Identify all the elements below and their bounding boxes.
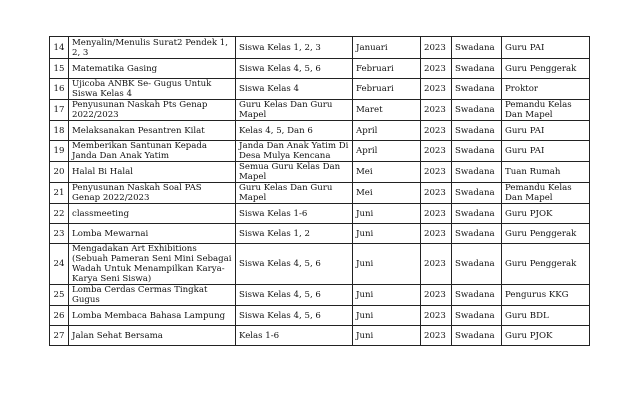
table-row — [50, 79, 590, 100]
row-number-cell: 16 — [50, 79, 69, 100]
funding-source-cell: Swadana — [452, 244, 502, 285]
month-cell: Juni — [353, 306, 421, 326]
person-in-charge-cell: Guru PAI — [502, 141, 590, 162]
table-row — [50, 224, 590, 244]
activity-name-cell: classmeeting — [69, 204, 236, 224]
activity-name-cell: Melaksanakan Pesantren Kilat — [69, 121, 236, 141]
month-cell: Juni — [353, 224, 421, 244]
funding-source-cell: Swadana — [452, 121, 502, 141]
person-in-charge-cell: Guru PAI — [502, 37, 590, 59]
row-number-cell: 23 — [50, 224, 69, 244]
table-row — [50, 204, 590, 224]
target-participants-cell: Janda Dan Anak Yatim Di Desa Mulya Kencana — [236, 141, 353, 162]
year-cell: 2023 — [421, 326, 452, 346]
year-cell: 2023 — [421, 224, 452, 244]
month-cell: Juni — [353, 285, 421, 306]
activity-name-cell: Ujicoba ANBK Se- Gugus Untuk Siswa Kelas 4 — [69, 79, 236, 100]
person-in-charge-cell: Guru PJOK — [502, 326, 590, 346]
activity-name-cell: Memberikan Santunan Kepada Janda Dan Anak Yatim — [69, 141, 236, 162]
row-number-cell: 18 — [50, 121, 69, 141]
activity-name-cell: Menyalin/Menulis Surat2 Pendek 1, 2, 3 — [69, 37, 236, 59]
activity-name-cell: Penyusunan Naskah Pts Genap 2022/2023 — [69, 100, 236, 121]
year-cell: 2023 — [421, 121, 452, 141]
year-cell: 2023 — [421, 100, 452, 121]
table-row — [50, 37, 590, 59]
year-cell: 2023 — [421, 204, 452, 224]
row-number-cell: 19 — [50, 141, 69, 162]
month-cell: Mei — [353, 162, 421, 183]
year-cell: 2023 — [421, 183, 452, 204]
table-row — [50, 162, 590, 183]
table-row — [50, 183, 590, 204]
target-participants-cell: Siswa Kelas 4, 5, 6 — [236, 306, 353, 326]
month-cell: April — [353, 141, 421, 162]
target-participants-cell: Siswa Kelas 4 — [236, 79, 353, 100]
funding-source-cell: Swadana — [452, 183, 502, 204]
target-participants-cell: Guru Kelas Dan Guru Mapel — [236, 100, 353, 121]
month-cell: Maret — [353, 100, 421, 121]
row-number-cell: 14 — [50, 37, 69, 59]
person-in-charge-cell: Pemandu Kelas Dan Mapel — [502, 100, 590, 121]
row-number-cell: 20 — [50, 162, 69, 183]
activity-name-cell: Lomba Mewarnai — [69, 224, 236, 244]
table-row — [50, 244, 590, 285]
funding-source-cell: Swadana — [452, 141, 502, 162]
person-in-charge-cell: Pemandu Kelas Dan Mapel — [502, 183, 590, 204]
activity-name-cell: Jalan Sehat Bersama — [69, 326, 236, 346]
table-row — [50, 100, 590, 121]
funding-source-cell: Swadana — [452, 285, 502, 306]
person-in-charge-cell: Proktor — [502, 79, 590, 100]
target-participants-cell: Semua Guru Kelas Dan Mapel — [236, 162, 353, 183]
funding-source-cell: Swadana — [452, 162, 502, 183]
month-cell: Februari — [353, 79, 421, 100]
target-participants-cell: Guru Kelas Dan Guru Mapel — [236, 183, 353, 204]
target-participants-cell: Siswa Kelas 4, 5, 6 — [236, 285, 353, 306]
month-cell: Juni — [353, 244, 421, 285]
year-cell: 2023 — [421, 162, 452, 183]
table-row — [50, 121, 590, 141]
month-cell: Mei — [353, 183, 421, 204]
funding-source-cell: Swadana — [452, 79, 502, 100]
year-cell: 2023 — [421, 141, 452, 162]
year-cell: 2023 — [421, 244, 452, 285]
funding-source-cell: Swadana — [452, 204, 502, 224]
target-participants-cell: Kelas 4, 5, Dan 6 — [236, 121, 353, 141]
table-row — [50, 306, 590, 326]
funding-source-cell: Swadana — [452, 37, 502, 59]
funding-source-cell: Swadana — [452, 326, 502, 346]
row-number-cell: 22 — [50, 204, 69, 224]
target-participants-cell: Siswa Kelas 1-6 — [236, 204, 353, 224]
funding-source-cell: Swadana — [452, 100, 502, 121]
activity-name-cell: Matematika Gasing — [69, 59, 236, 79]
person-in-charge-cell: Guru Penggerak — [502, 59, 590, 79]
funding-source-cell: Swadana — [452, 59, 502, 79]
month-cell: Februari — [353, 59, 421, 79]
month-cell: April — [353, 121, 421, 141]
year-cell: 2023 — [421, 79, 452, 100]
funding-source-cell: Swadana — [452, 306, 502, 326]
year-cell: 2023 — [421, 285, 452, 306]
funding-source-cell: Swadana — [452, 224, 502, 244]
target-participants-cell: Siswa Kelas 1, 2 — [236, 224, 353, 244]
row-number-cell: 21 — [50, 183, 69, 204]
activity-name-cell: Lomba Cerdas Cermas Tingkat Gugus — [69, 285, 236, 306]
table-row — [50, 326, 590, 346]
month-cell: Januari — [353, 37, 421, 59]
activity-schedule-table — [49, 36, 590, 346]
target-participants-cell: Siswa Kelas 4, 5, 6 — [236, 244, 353, 285]
target-participants-cell: Siswa Kelas 1, 2, 3 — [236, 37, 353, 59]
person-in-charge-cell: Guru Penggerak — [502, 244, 590, 285]
person-in-charge-cell: Tuan Rumah — [502, 162, 590, 183]
month-cell: Juni — [353, 204, 421, 224]
year-cell: 2023 — [421, 59, 452, 79]
year-cell: 2023 — [421, 37, 452, 59]
table-row — [50, 59, 590, 79]
person-in-charge-cell: Guru PAI — [502, 121, 590, 141]
table-body — [50, 37, 590, 346]
row-number-cell: 15 — [50, 59, 69, 79]
row-number-cell: 27 — [50, 326, 69, 346]
row-number-cell: 24 — [50, 244, 69, 285]
year-cell: 2023 — [421, 306, 452, 326]
activity-name-cell: Lomba Membaca Bahasa Lampung — [69, 306, 236, 326]
table-row — [50, 285, 590, 306]
person-in-charge-cell: Guru BDL — [502, 306, 590, 326]
activity-name-cell: Halal Bi Halal — [69, 162, 236, 183]
target-participants-cell: Siswa Kelas 4, 5, 6 — [236, 59, 353, 79]
row-number-cell: 17 — [50, 100, 69, 121]
person-in-charge-cell: Guru Penggerak — [502, 224, 590, 244]
activity-name-cell: Penyusunan Naskah Soal PAS Genap 2022/2023 — [69, 183, 236, 204]
activity-name-cell: Mengadakan Art Exhibitions (Sebuah Pameran Seni Mini Sebagai Wadah Untuk Menampilkan Karya-Karya Seni Siswa) — [69, 244, 236, 285]
month-cell: Juni — [353, 326, 421, 346]
person-in-charge-cell: Guru PJOK — [502, 204, 590, 224]
person-in-charge-cell: Pengurus KKG — [502, 285, 590, 306]
row-number-cell: 25 — [50, 285, 69, 306]
table-row — [50, 141, 590, 162]
row-number-cell: 26 — [50, 306, 69, 326]
target-participants-cell: Kelas 1-6 — [236, 326, 353, 346]
